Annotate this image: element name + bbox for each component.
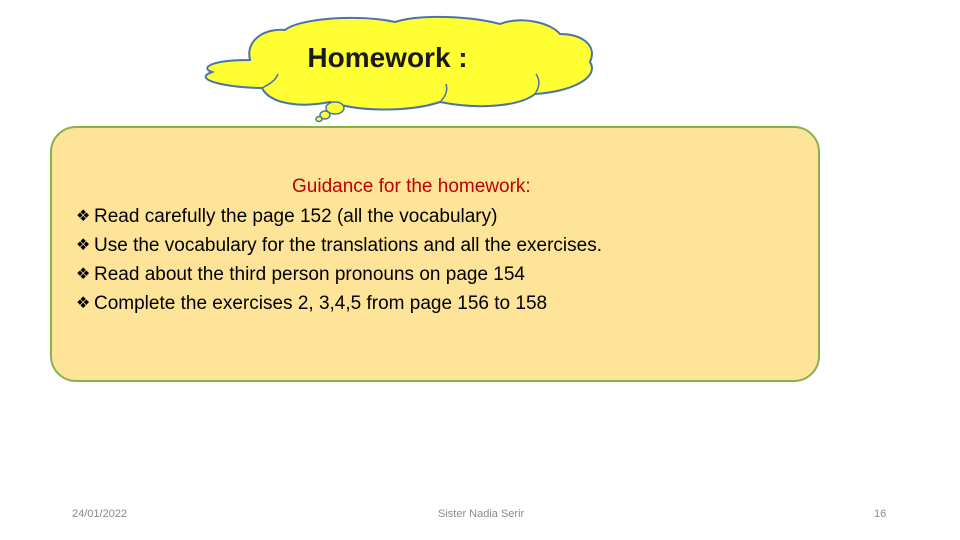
diamond-bullet-icon: ❖ — [76, 208, 91, 225]
list-item — [76, 260, 602, 289]
footer-author: Sister Nadia Serir — [438, 508, 525, 520]
list-item-text: Complete the exercises 2, 3,4,5 from page 156 to 158 — [94, 293, 548, 314]
list-item — [76, 289, 602, 318]
list-item-text: Use the vocabulary for the translations and all the exercises. — [94, 235, 602, 256]
thought-bubble-small — [316, 117, 322, 122]
list-item — [76, 202, 602, 231]
footer-page-number: 16 — [874, 508, 887, 520]
diamond-bullet-icon: ❖ — [76, 266, 91, 283]
guidance-box — [50, 126, 820, 382]
list-item-text: Read carefully the page 152 (all the vocabulary) — [94, 206, 498, 227]
slide-title: Homework : — [307, 42, 468, 73]
diamond-bullet-icon: ❖ — [76, 295, 91, 312]
list-item-text: Read about the third person pronouns on page 154 — [94, 264, 525, 285]
guidance-heading: Guidance for the homework: — [292, 176, 531, 197]
diamond-bullet-icon: ❖ — [76, 237, 91, 254]
list-item — [76, 231, 602, 260]
footer-date: 24/01/2022 — [72, 508, 128, 520]
guidance-list — [76, 202, 602, 318]
